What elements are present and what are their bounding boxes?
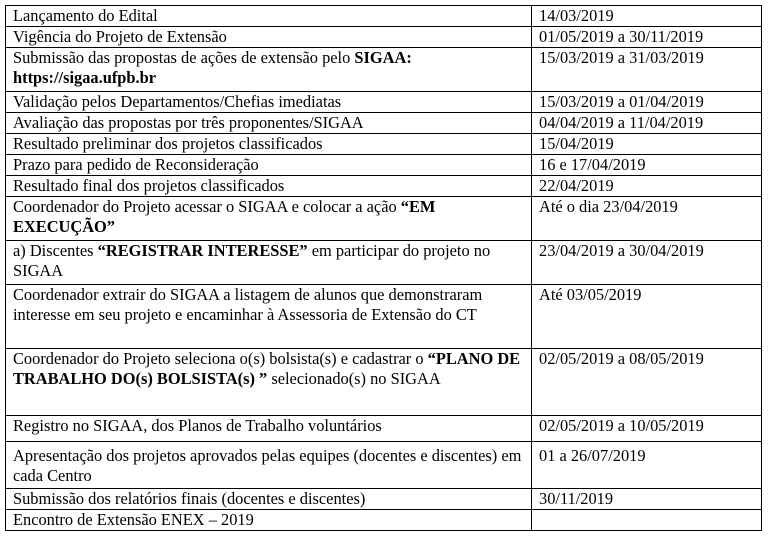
period-cell: 02/05/2019 a 08/05/2019	[532, 349, 762, 416]
plan-label: “PLANO DE TRABALHO DO(s) BOLSISTA(s) ”	[13, 349, 521, 388]
period-cell: 16 e 17/04/2019	[532, 155, 762, 176]
table-row	[6, 48, 762, 92]
period-cell: 14/03/2019	[532, 6, 762, 27]
activity-cell: Validação pelos Departamentos/Chefias imediatas	[6, 92, 532, 113]
activity-text: Coordenador do Projeto acessar o SIGAA e colocar a ação	[13, 197, 401, 216]
table-row	[6, 241, 762, 285]
table-row	[6, 113, 762, 134]
activity-cell: Lançamento do Edital	[6, 6, 532, 27]
activity-text: a) Discentes	[13, 241, 98, 260]
period-cell: 30/11/2019	[532, 489, 762, 510]
table-row	[6, 176, 762, 197]
activity-cell	[6, 48, 532, 92]
activity-cell: Encontro de Extensão ENEX – 2019	[6, 510, 532, 531]
activity-cell: Apresentação dos projetos aprovados pelas equipes (docentes e discentes) em cada Centro	[6, 442, 532, 489]
table-row	[6, 6, 762, 27]
activity-cell	[6, 197, 532, 241]
period-cell: 23/04/2019 a 30/04/2019	[532, 241, 762, 285]
activity-text: Coordenador do Projeto seleciona o(s) bolsista(s) e cadastrar o	[13, 349, 428, 368]
activity-cell: Vigência do Projeto de Extensão	[6, 27, 532, 48]
activity-text: Submissão das propostas de ações de extensão pelo	[13, 48, 355, 67]
period-cell: 22/04/2019	[532, 176, 762, 197]
sigaa-link-text: SIGAA: https://sigaa.ufpb.br	[13, 48, 412, 87]
schedule-table	[5, 5, 762, 531]
period-cell: 15/04/2019	[532, 134, 762, 155]
table-row	[6, 349, 762, 416]
activity-cell	[6, 241, 532, 285]
status-label: “EM EXECUÇÃO”	[13, 197, 436, 236]
table-row	[6, 134, 762, 155]
period-cell	[532, 510, 762, 531]
activity-text: selecionado(s) no SIGAA	[267, 369, 441, 388]
activity-cell: Resultado preliminar dos projetos classificados	[6, 134, 532, 155]
period-cell: 15/03/2019 a 31/03/2019	[532, 48, 762, 92]
table-row	[6, 27, 762, 48]
activity-cell	[6, 349, 532, 416]
period-cell: Até 03/05/2019	[532, 285, 762, 349]
table-row	[6, 442, 762, 489]
activity-cell: Prazo para pedido de Reconsideração	[6, 155, 532, 176]
table-row	[6, 510, 762, 531]
activity-text: em participar do projeto no SIGAA	[13, 241, 491, 280]
table-row	[6, 92, 762, 113]
activity-cell: Registro no SIGAA, dos Planos de Trabalho voluntários	[6, 416, 532, 442]
activity-cell: Resultado final dos projetos classificados	[6, 176, 532, 197]
period-cell: 01/05/2019 a 30/11/2019	[532, 27, 762, 48]
table-row	[6, 155, 762, 176]
period-cell: Até o dia 23/04/2019	[532, 197, 762, 241]
activity-cell: Submissão dos relatórios finais (docentes e discentes)	[6, 489, 532, 510]
activity-cell: Avaliação das propostas por três proponentes/SIGAA	[6, 113, 532, 134]
period-cell: 04/04/2019 a 11/04/2019	[532, 113, 762, 134]
table-row	[6, 197, 762, 241]
activity-cell: Coordenador extrair do SIGAA a listagem de alunos que demonstraram interesse em seu projeto e encaminhar à Assessoria de Extensão do CT	[6, 285, 532, 349]
table-row	[6, 416, 762, 442]
period-cell: 15/03/2019 a 01/04/2019	[532, 92, 762, 113]
table-row	[6, 285, 762, 349]
period-cell: 02/05/2019 a 10/05/2019	[532, 416, 762, 442]
period-cell: 01 a 26/07/2019	[532, 442, 762, 489]
table-row	[6, 489, 762, 510]
action-label: “REGISTRAR INTERESSE”	[97, 241, 308, 260]
